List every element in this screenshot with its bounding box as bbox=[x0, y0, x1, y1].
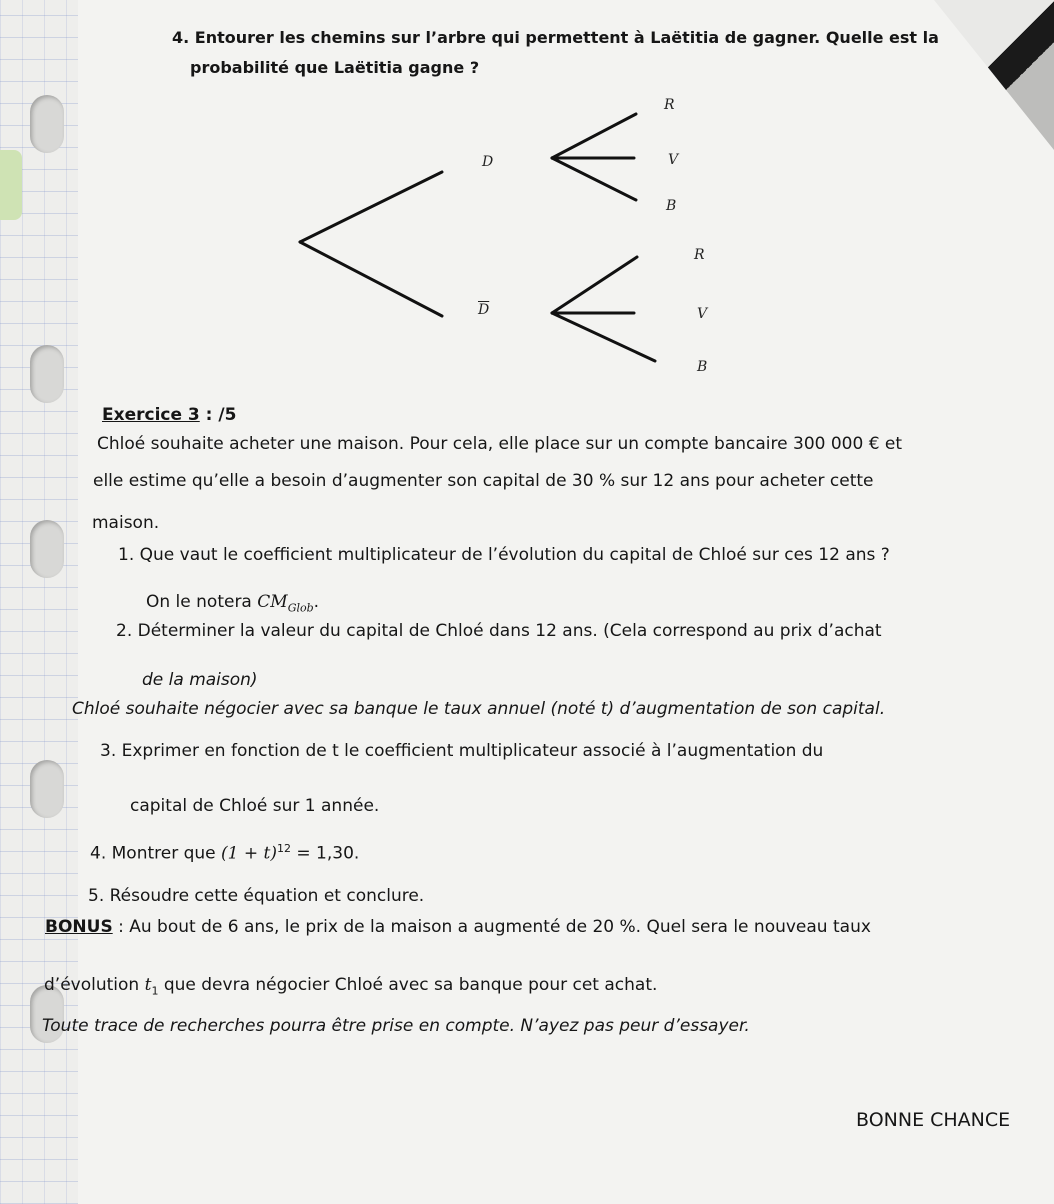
middle-statement: Chloé souhaite négocier avec sa banque le taux annuel (noté t) d’augmentation de son capital. bbox=[72, 699, 886, 719]
q4-line2: probabilité que Laëtitia gagne ? bbox=[190, 58, 480, 77]
tree-branch-DB bbox=[552, 158, 636, 200]
bonus-t-sub: 1 bbox=[151, 984, 159, 998]
bonus-line2 bbox=[44, 975, 657, 997]
question-3a: 3. Exprimer en fonction de t le coefficient multiplicateur associé à l’augmentation du bbox=[100, 741, 824, 761]
tree-label-Dbar: $\overline{D}$ bbox=[478, 302, 490, 318]
tree-branch-Dbar bbox=[300, 242, 442, 316]
q1b-sub: Glob bbox=[287, 601, 314, 615]
question-1a: 1. Que vaut le coefficient multiplicateur de l’évolution du capital de Chloé sur ces 12 ans ? bbox=[118, 545, 890, 565]
q4-math: (1 + t) bbox=[221, 843, 277, 864]
binder-hole bbox=[30, 760, 64, 818]
intro-line3: maison. bbox=[92, 513, 160, 533]
question-1b bbox=[146, 592, 319, 614]
q1b-text: On le notera bbox=[146, 592, 258, 612]
q4-end: = 1,30. bbox=[291, 843, 360, 864]
tree-branch-DbarR bbox=[552, 257, 637, 313]
tree-branch-DR bbox=[552, 114, 636, 158]
exercise-3-score: : /5 bbox=[199, 405, 237, 425]
question-2b: de la maison) bbox=[142, 670, 258, 690]
exercise-3-heading bbox=[102, 405, 236, 425]
bonus-t-math: t bbox=[144, 975, 152, 995]
tree-label-V1: V bbox=[668, 152, 679, 168]
question-5: 5. Résoudre cette équation et conclure. bbox=[88, 886, 425, 906]
q1b-math: CM bbox=[257, 592, 288, 612]
question-2a: 2. Déterminer la valeur du capital de Chloé dans 12 ans. (Cela correspond au prix d’achat bbox=[116, 621, 882, 641]
tree-label-D: D bbox=[482, 154, 494, 170]
bonus-line3: Toute trace de recherches pourra être prise en compte. N’ayez pas peur d’essayer. bbox=[42, 1016, 750, 1036]
tree-branch-D bbox=[300, 172, 442, 242]
bonus-line1 bbox=[45, 917, 871, 937]
q4-text: 4. Montrer que bbox=[90, 843, 222, 864]
bonus-label: BONUS bbox=[45, 917, 113, 937]
bonus-text: : Au bout de 6 ans, le prix de la maison a augmenté de 20 %. Quel sera le nouveau taux bbox=[112, 917, 871, 937]
closing-text: BONNE CHANCE bbox=[856, 1109, 1011, 1131]
exercise-3-title: Exercice 3 bbox=[102, 405, 200, 425]
tree-label-R2: R bbox=[694, 247, 705, 263]
probability-tree bbox=[0, 0, 1054, 420]
question-4 bbox=[90, 842, 359, 864]
binder-hole bbox=[30, 520, 64, 578]
q4-exponent: 12 bbox=[277, 842, 291, 855]
q4-line1: 4. Entourer les chemins sur l’arbre qui permettent à Laëtitia de gagner. Quelle est la bbox=[172, 28, 939, 47]
q1b-end: . bbox=[313, 592, 320, 612]
tree-branch-DbarB bbox=[552, 313, 655, 361]
tree-label-B2: B bbox=[697, 359, 708, 375]
tree-label-V2: V bbox=[697, 306, 708, 322]
bonus-line2b: que devra négocier Chloé avec sa banque pour cet achat. bbox=[158, 975, 658, 995]
intro-line1: Chloé souhaite acheter une maison. Pour cela, elle place sur un compte bancaire 300 000 € et bbox=[97, 434, 903, 454]
question-3b: capital de Chloé sur 1 année. bbox=[130, 796, 380, 816]
intro-line2: elle estime qu’elle a besoin d’augmenter son capital de 30 % sur 12 ans pour acheter cette bbox=[93, 471, 874, 491]
tree-label-R1: R bbox=[664, 97, 675, 113]
bonus-line2a: d’évolution bbox=[44, 975, 145, 995]
tree-label-B1: B bbox=[666, 198, 677, 214]
